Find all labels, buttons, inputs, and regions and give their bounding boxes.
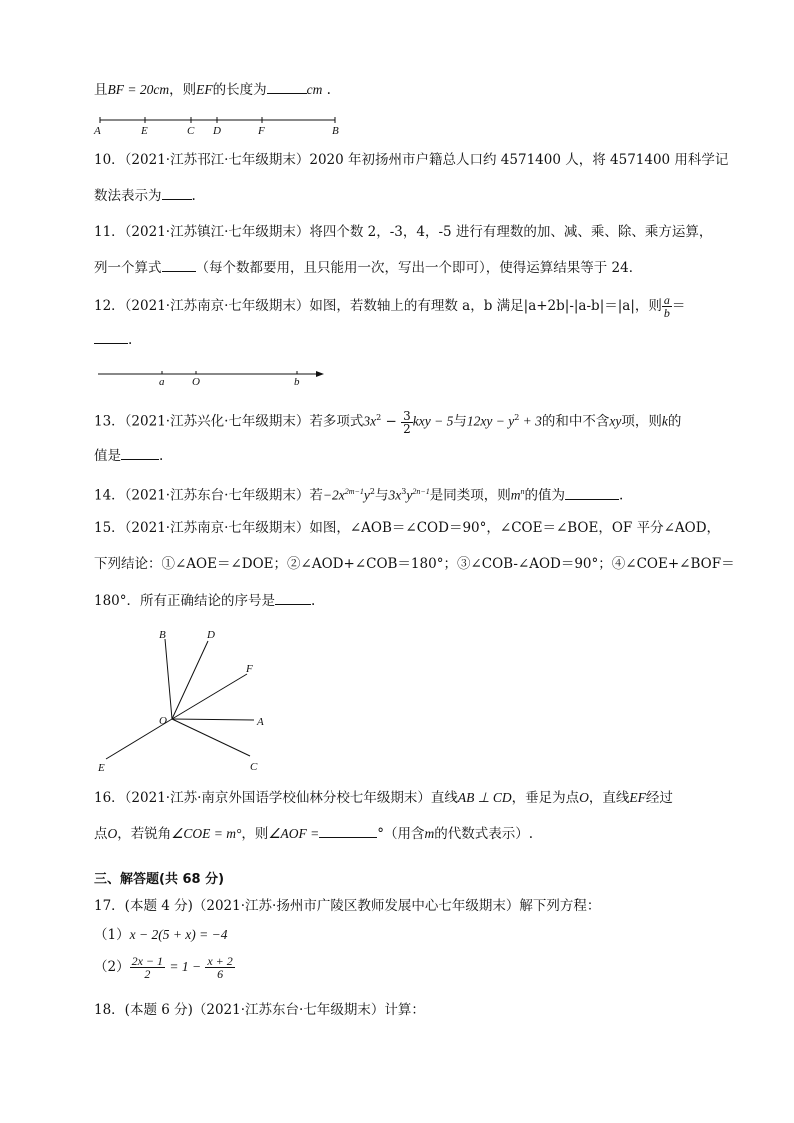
q15-line2: 下列结论：①∠AOE＝∠DOE；②∠AOD+∠COB＝180°；③∠COB-∠AOD＝90°；④∠COE+∠BOF＝ [94,556,735,572]
number-label-a: a [159,376,165,388]
number-label-b: b [294,376,300,388]
ray-label-f: F [246,663,253,675]
answer-blank[interactable] [121,447,159,460]
q11-line2: 列一个算式 （每个数都要用，且只能用一次，写出一个即可），使得运算结果等于 24． [94,260,643,276]
answer-blank[interactable] [94,331,128,344]
ray-label-b: B [159,629,166,641]
answer-blank[interactable] [162,187,192,200]
answer-blank[interactable] [319,825,377,838]
ray-label-a: A [257,716,264,728]
section-heading: 三、解答题(共 68 分) [94,872,225,887]
fraction-left: $\frac{2x - 1}{2}$ [131,954,164,981]
q17-part2: （2） $\frac{2x - 1}{2}$ = 1 − $\frac{x + 2}{6}$ [94,954,233,981]
point-label-a: A [94,125,101,137]
fraction-right: $\frac{x + 2}{6}$ [207,954,233,981]
q16-line1: 16．（2021·江苏·南京外国语学校仙林分校七年级期末）直线AB ⊥ CD，垂足为点O，直线EF经过 [94,790,673,806]
q12-line2: . [94,330,132,350]
point-label-d: D [213,125,221,137]
number-label-o: O [192,376,200,388]
answer-blank[interactable] [162,259,196,272]
q9-tail: 且BF = 20cm，则EF的长度为 cm . [94,82,331,98]
segment-figure [90,112,350,138]
q15-line1: 15．（2021·江苏南京·七年级期末）如图，∠AOB＝∠COD＝90°，∠COE＝∠BOE，OF 平分∠AOD， [94,520,721,536]
ray-label-c: C [250,761,258,773]
fraction-3-over-2: $\frac{3}{2}$ [403,408,411,436]
angle-figure [94,622,274,777]
fraction-a-over-b: $\frac{a}{b}$ [663,293,670,320]
q17-part1: （1）x − 2(5 + x) = −4 [94,927,228,943]
q18-head: 18．(本题 6 分)（2021·江苏东台·七年级期末）计算： [94,1002,425,1018]
q11-line1: 11．（2021·江苏镇江·七年级期末）将四个数 2，-3，4，-5 进行有理数的加、减、乘、除、乘方运算， [94,224,713,240]
point-label-b: B [332,125,339,137]
q10-line1: 10．（2021·江苏邗江·七年级期末）2020 年初扬州市户籍总人口约 4571400 人，将 4571400 用科学记 [94,152,729,168]
q14-line: 14．（2021·江苏东台·七年级期末）若$-2x^{2m-1}y^2$与$3x^3y^{2n-1}$是同类项，则$m^n$的值为 . [94,487,624,504]
q16-line2: 点O，若锐角∠COE = m°，则∠AOF = °（用含m的代数式表示）. [94,826,534,842]
ray-label-e: E [98,762,105,774]
answer-blank[interactable] [275,592,311,605]
q12-line1: 12．（2021·江苏南京·七年级期末）如图，若数轴上的有理数 a，b 满足|a+2b|-|a-b|＝|a|，则 $\frac{a}{b}$ ＝ [94,293,686,320]
point-label-e: E [141,125,148,137]
q10-line2: 数法表示为 . [94,188,196,204]
q15-line3: 180°．所有正确结论的序号是 . [94,593,316,609]
q13-line1: 13．（2021·江苏兴化·七年级期末）若多项式$3x^2$ − $\frac{3}{2}$ kxy − 5与$12xy - y^2 + 3$的和中不含xy项，则k的 [94,408,682,436]
point-label-o: O [159,715,167,727]
q13-line2: 值是 . [94,448,164,464]
point-label-c: C [187,125,195,137]
ray-label-d: D [207,629,215,641]
number-line-figure [94,364,326,388]
answer-blank[interactable] [565,487,619,500]
q17-head: 17．(本题 4 分)（2021·江苏·扬州市广陵区教师发展中心七年级期末）解下列方程： [94,898,601,914]
answer-blank[interactable] [267,81,307,94]
point-label-f: F [258,125,265,137]
